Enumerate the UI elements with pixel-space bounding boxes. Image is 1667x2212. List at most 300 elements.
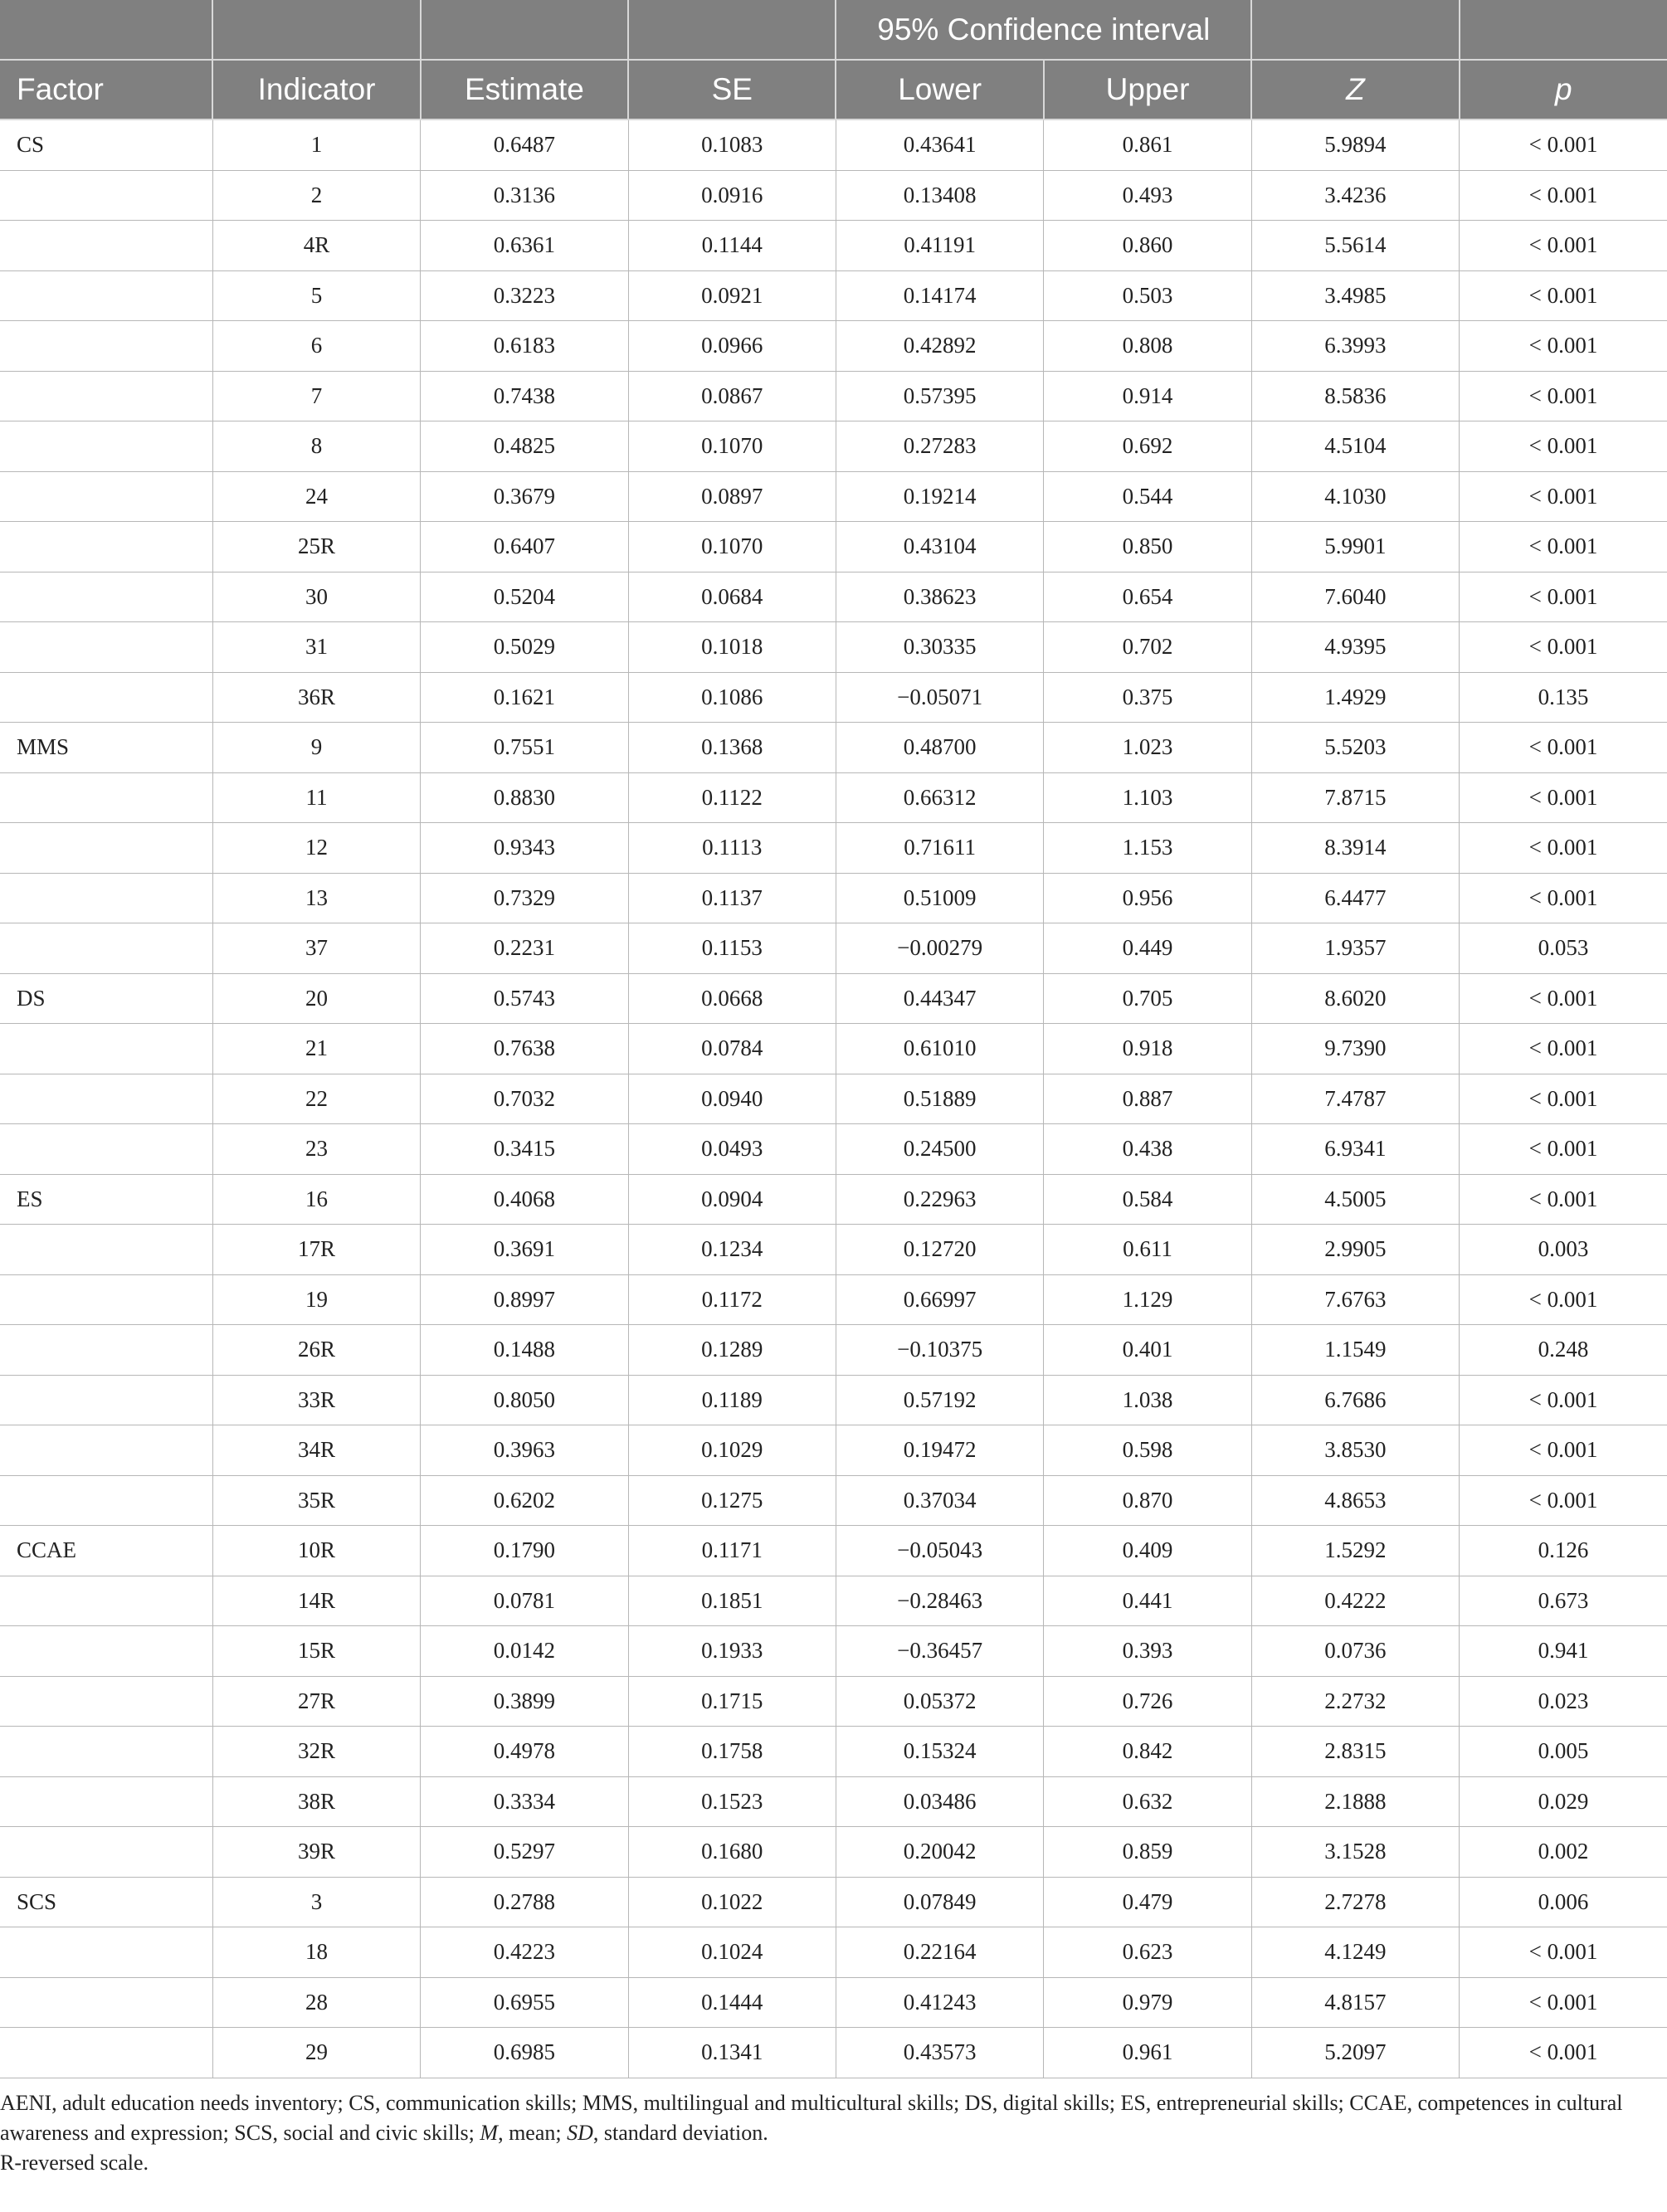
cell-z: 7.8715 xyxy=(1251,772,1459,823)
cell-indicator: 28 xyxy=(212,1977,420,2028)
abbreviation-segment: , standard deviation. xyxy=(592,2120,768,2145)
cell-lower: 0.15324 xyxy=(836,1727,1043,1777)
table-row xyxy=(0,1576,1667,1626)
cell-factor xyxy=(0,270,212,321)
table-row xyxy=(0,2028,1667,2078)
cell-p: < 0.001 xyxy=(1460,522,1667,572)
cell-lower: 0.22164 xyxy=(836,1927,1043,1978)
cell-se: 0.1070 xyxy=(628,421,836,472)
table-row xyxy=(0,622,1667,673)
cell-estimate: 0.1790 xyxy=(421,1526,628,1576)
cell-p: < 0.001 xyxy=(1460,572,1667,622)
table-row xyxy=(0,421,1667,472)
cell-factor xyxy=(0,1425,212,1476)
table-row xyxy=(0,1676,1667,1727)
cell-p: 0.135 xyxy=(1460,672,1667,723)
cell-p: < 0.001 xyxy=(1460,772,1667,823)
cell-estimate: 0.6361 xyxy=(421,221,628,271)
reversed-scale-note: R-reversed scale. xyxy=(0,2150,149,2175)
cell-z: 4.1249 xyxy=(1251,1927,1459,1978)
cell-z: 4.8653 xyxy=(1251,1475,1459,1526)
cell-factor xyxy=(0,572,212,622)
cell-upper: 0.449 xyxy=(1044,923,1251,974)
abbreviation-segment: SD xyxy=(567,2120,593,2145)
cell-upper: 0.632 xyxy=(1044,1776,1251,1827)
cell-p: 0.002 xyxy=(1460,1827,1667,1878)
cell-p: < 0.001 xyxy=(1460,723,1667,773)
header-p: p xyxy=(1460,60,1667,119)
cell-factor xyxy=(0,672,212,723)
cell-factor xyxy=(0,471,212,522)
cell-upper: 0.918 xyxy=(1044,1024,1251,1074)
cell-se: 0.0784 xyxy=(628,1024,836,1074)
cell-z: 2.2732 xyxy=(1251,1676,1459,1727)
header-se: SE xyxy=(628,60,836,119)
cell-estimate: 0.3223 xyxy=(421,270,628,321)
header-blank xyxy=(421,0,628,60)
header-upper: Upper xyxy=(1044,60,1251,119)
cell-indicator: 12 xyxy=(212,823,420,874)
cell-factor: DS xyxy=(0,973,212,1024)
cell-upper: 0.979 xyxy=(1044,1977,1251,2028)
cell-upper: 1.153 xyxy=(1044,823,1251,874)
cell-se: 0.1137 xyxy=(628,873,836,923)
cell-z: 4.9395 xyxy=(1251,622,1459,673)
cell-estimate: 0.3415 xyxy=(421,1124,628,1175)
cell-se: 0.0966 xyxy=(628,321,836,372)
cell-z: 1.5292 xyxy=(1251,1526,1459,1576)
cell-se: 0.1341 xyxy=(628,2028,836,2078)
cell-factor: CCAE xyxy=(0,1526,212,1576)
cell-factor xyxy=(0,1776,212,1827)
cell-p: < 0.001 xyxy=(1460,270,1667,321)
cell-p: < 0.001 xyxy=(1460,471,1667,522)
cell-estimate: 0.8050 xyxy=(421,1375,628,1425)
cell-se: 0.1368 xyxy=(628,723,836,773)
cell-upper: 0.611 xyxy=(1044,1225,1251,1275)
cell-factor xyxy=(0,1977,212,2028)
cell-lower: 0.05372 xyxy=(836,1676,1043,1727)
table-row xyxy=(0,1174,1667,1225)
cell-upper: 0.702 xyxy=(1044,622,1251,673)
cell-se: 0.1024 xyxy=(628,1927,836,1978)
table-row xyxy=(0,1927,1667,1978)
cell-indicator: 16 xyxy=(212,1174,420,1225)
cell-se: 0.1523 xyxy=(628,1776,836,1827)
cell-estimate: 0.3899 xyxy=(421,1676,628,1727)
cell-z: 5.9894 xyxy=(1251,119,1459,170)
cell-z: 5.2097 xyxy=(1251,2028,1459,2078)
table-row xyxy=(0,1024,1667,1074)
cell-estimate: 0.7638 xyxy=(421,1024,628,1074)
cell-factor xyxy=(0,873,212,923)
cell-indicator: 2 xyxy=(212,170,420,221)
table-row xyxy=(0,1425,1667,1476)
header-indicator: Indicator xyxy=(212,60,420,119)
cell-estimate: 0.1488 xyxy=(421,1325,628,1376)
cell-upper: 1.129 xyxy=(1044,1274,1251,1325)
cell-upper: 0.956 xyxy=(1044,873,1251,923)
cell-indicator: 26R xyxy=(212,1325,420,1376)
cell-indicator: 30 xyxy=(212,572,420,622)
cell-estimate: 0.2231 xyxy=(421,923,628,974)
cell-p: < 0.001 xyxy=(1460,2028,1667,2078)
cell-estimate: 0.7032 xyxy=(421,1074,628,1124)
cell-indicator: 38R xyxy=(212,1776,420,1827)
cell-factor xyxy=(0,421,212,472)
header-factor: Factor xyxy=(0,60,212,119)
cell-upper: 0.544 xyxy=(1044,471,1251,522)
cell-lower: 0.42892 xyxy=(836,321,1043,372)
cell-lower: 0.43641 xyxy=(836,119,1043,170)
cell-upper: 0.598 xyxy=(1044,1425,1251,1476)
cell-z: 7.6040 xyxy=(1251,572,1459,622)
cell-upper: 0.870 xyxy=(1044,1475,1251,1526)
cell-estimate: 0.5204 xyxy=(421,572,628,622)
cell-estimate: 0.3963 xyxy=(421,1425,628,1476)
cell-indicator: 25R xyxy=(212,522,420,572)
cell-z: 8.3914 xyxy=(1251,823,1459,874)
cell-z: 9.7390 xyxy=(1251,1024,1459,1074)
cell-z: 0.4222 xyxy=(1251,1576,1459,1626)
cell-se: 0.0904 xyxy=(628,1174,836,1225)
cell-p: 0.006 xyxy=(1460,1877,1667,1927)
cell-estimate: 0.3136 xyxy=(421,170,628,221)
table-row xyxy=(0,371,1667,421)
cell-se: 0.1083 xyxy=(628,119,836,170)
cell-upper: 0.441 xyxy=(1044,1576,1251,1626)
cell-se: 0.1289 xyxy=(628,1325,836,1376)
abbreviation-segment: AENI, adult education needs inventory; CS, communication skills; MMS, multilingual and multicultural skills; DS, digital skills; ES, entrepreneurial skills; CCAE, competences in cultural awareness and expression; SCS, social and civic skills; xyxy=(0,2090,1623,2145)
cell-se: 0.1113 xyxy=(628,823,836,874)
cell-factor xyxy=(0,1626,212,1677)
cell-p: < 0.001 xyxy=(1460,1124,1667,1175)
header-lower: Lower xyxy=(836,60,1043,119)
cell-estimate: 0.9343 xyxy=(421,823,628,874)
cell-upper: 0.503 xyxy=(1044,270,1251,321)
cell-se: 0.1172 xyxy=(628,1274,836,1325)
table-row xyxy=(0,1375,1667,1425)
cell-se: 0.1189 xyxy=(628,1375,836,1425)
table-row xyxy=(0,873,1667,923)
cell-lower: −0.05043 xyxy=(836,1526,1043,1576)
table-row xyxy=(0,170,1667,221)
cell-upper: 0.914 xyxy=(1044,371,1251,421)
cell-estimate: 0.3334 xyxy=(421,1776,628,1827)
header-estimate: Estimate xyxy=(421,60,628,119)
cell-estimate: 0.7329 xyxy=(421,873,628,923)
cell-upper: 0.692 xyxy=(1044,421,1251,472)
cell-se: 0.0493 xyxy=(628,1124,836,1175)
cell-p: < 0.001 xyxy=(1460,1274,1667,1325)
cell-lower: 0.13408 xyxy=(836,170,1043,221)
cell-se: 0.1022 xyxy=(628,1877,836,1927)
cell-factor xyxy=(0,221,212,271)
table-row xyxy=(0,1626,1667,1677)
cell-estimate: 0.6487 xyxy=(421,119,628,170)
cell-estimate: 0.5743 xyxy=(421,973,628,1024)
cell-factor xyxy=(0,1124,212,1175)
cell-lower: 0.20042 xyxy=(836,1827,1043,1878)
cell-lower: 0.71611 xyxy=(836,823,1043,874)
table-row xyxy=(0,270,1667,321)
header-z: Z xyxy=(1251,60,1459,119)
cell-se: 0.1275 xyxy=(628,1475,836,1526)
cell-factor xyxy=(0,622,212,673)
cell-upper: 0.393 xyxy=(1044,1626,1251,1677)
table-row xyxy=(0,572,1667,622)
cell-lower: 0.22963 xyxy=(836,1174,1043,1225)
header-columns-row xyxy=(0,60,1667,119)
cell-indicator: 14R xyxy=(212,1576,420,1626)
cell-p: < 0.001 xyxy=(1460,321,1667,372)
cell-upper: 0.850 xyxy=(1044,522,1251,572)
cell-p: < 0.001 xyxy=(1460,371,1667,421)
table-row xyxy=(0,772,1667,823)
cell-factor xyxy=(0,1225,212,1275)
cell-estimate: 0.6407 xyxy=(421,522,628,572)
cell-z: 5.5614 xyxy=(1251,221,1459,271)
cell-indicator: 5 xyxy=(212,270,420,321)
cell-factor xyxy=(0,1475,212,1526)
cell-z: 8.6020 xyxy=(1251,973,1459,1024)
cell-estimate: 0.7438 xyxy=(421,371,628,421)
cell-indicator: 9 xyxy=(212,723,420,773)
header-blank xyxy=(212,0,420,60)
table-row xyxy=(0,221,1667,271)
cell-z: 6.3993 xyxy=(1251,321,1459,372)
cell-p: 0.248 xyxy=(1460,1325,1667,1376)
cell-indicator: 37 xyxy=(212,923,420,974)
cell-indicator: 27R xyxy=(212,1676,420,1727)
cell-factor: CS xyxy=(0,119,212,170)
cell-factor xyxy=(0,321,212,372)
cell-p: < 0.001 xyxy=(1460,873,1667,923)
cell-z: 5.5203 xyxy=(1251,723,1459,773)
table-row xyxy=(0,1475,1667,1526)
cell-upper: 1.038 xyxy=(1044,1375,1251,1425)
cell-estimate: 0.4825 xyxy=(421,421,628,472)
cell-indicator: 31 xyxy=(212,622,420,673)
cell-factor xyxy=(0,170,212,221)
cell-lower: 0.61010 xyxy=(836,1024,1043,1074)
cell-se: 0.1122 xyxy=(628,772,836,823)
cell-se: 0.0916 xyxy=(628,170,836,221)
table-row xyxy=(0,1325,1667,1376)
cell-indicator: 23 xyxy=(212,1124,420,1175)
cell-z: 1.9357 xyxy=(1251,923,1459,974)
cell-indicator: 18 xyxy=(212,1927,420,1978)
cell-upper: 0.961 xyxy=(1044,2028,1251,2078)
cell-upper: 0.479 xyxy=(1044,1877,1251,1927)
cell-lower: 0.48700 xyxy=(836,723,1043,773)
cell-factor xyxy=(0,1325,212,1376)
cell-p: < 0.001 xyxy=(1460,622,1667,673)
cell-estimate: 0.8997 xyxy=(421,1274,628,1325)
cell-indicator: 19 xyxy=(212,1274,420,1325)
cell-lower: 0.57395 xyxy=(836,371,1043,421)
cell-indicator: 22 xyxy=(212,1074,420,1124)
cell-lower: 0.19472 xyxy=(836,1425,1043,1476)
cell-lower: 0.66312 xyxy=(836,772,1043,823)
cell-p: < 0.001 xyxy=(1460,973,1667,1024)
cell-upper: 0.860 xyxy=(1044,221,1251,271)
cell-indicator: 36R xyxy=(212,672,420,723)
cell-factor xyxy=(0,1676,212,1727)
cell-p: 0.003 xyxy=(1460,1225,1667,1275)
cell-se: 0.1758 xyxy=(628,1727,836,1777)
abbreviation-segment: M xyxy=(480,2120,499,2145)
cell-z: 4.1030 xyxy=(1251,471,1459,522)
table-row xyxy=(0,471,1667,522)
cell-p: < 0.001 xyxy=(1460,1977,1667,2028)
cell-lower: 0.24500 xyxy=(836,1124,1043,1175)
cell-upper: 0.861 xyxy=(1044,119,1251,170)
cell-z: 7.6763 xyxy=(1251,1274,1459,1325)
cell-se: 0.1171 xyxy=(628,1526,836,1576)
cell-indicator: 15R xyxy=(212,1626,420,1677)
cell-se: 0.1070 xyxy=(628,522,836,572)
cell-z: 2.1888 xyxy=(1251,1776,1459,1827)
cell-lower: −0.28463 xyxy=(836,1576,1043,1626)
cell-se: 0.1018 xyxy=(628,622,836,673)
cell-upper: 0.493 xyxy=(1044,170,1251,221)
cell-z: 3.4985 xyxy=(1251,270,1459,321)
cell-upper: 0.409 xyxy=(1044,1526,1251,1576)
cell-upper: 0.842 xyxy=(1044,1727,1251,1777)
cell-indicator: 34R xyxy=(212,1425,420,1476)
table-row xyxy=(0,723,1667,773)
cell-factor xyxy=(0,823,212,874)
cell-lower: 0.51889 xyxy=(836,1074,1043,1124)
header-blank xyxy=(1251,0,1459,60)
cell-upper: 1.023 xyxy=(1044,723,1251,773)
table-row xyxy=(0,1776,1667,1827)
cell-indicator: 39R xyxy=(212,1827,420,1878)
cell-p: < 0.001 xyxy=(1460,1927,1667,1978)
cell-estimate: 0.0781 xyxy=(421,1576,628,1626)
cell-lower: 0.43573 xyxy=(836,2028,1043,2078)
cell-factor xyxy=(0,1024,212,1074)
cell-indicator: 3 xyxy=(212,1877,420,1927)
cell-se: 0.1086 xyxy=(628,672,836,723)
cell-indicator: 35R xyxy=(212,1475,420,1526)
cell-factor xyxy=(0,371,212,421)
cell-lower: 0.12720 xyxy=(836,1225,1043,1275)
cell-estimate: 0.7551 xyxy=(421,723,628,773)
cell-factor xyxy=(0,923,212,974)
table-row xyxy=(0,1124,1667,1175)
cell-p: < 0.001 xyxy=(1460,1375,1667,1425)
cell-lower: 0.43104 xyxy=(836,522,1043,572)
table-row xyxy=(0,823,1667,874)
cell-upper: 0.375 xyxy=(1044,672,1251,723)
cell-se: 0.1144 xyxy=(628,221,836,271)
cell-estimate: 0.6985 xyxy=(421,2028,628,2078)
cell-estimate: 0.4223 xyxy=(421,1927,628,1978)
cell-lower: 0.51009 xyxy=(836,873,1043,923)
cell-z: 8.5836 xyxy=(1251,371,1459,421)
cell-upper: 0.438 xyxy=(1044,1124,1251,1175)
cell-upper: 0.401 xyxy=(1044,1325,1251,1376)
cell-p: < 0.001 xyxy=(1460,221,1667,271)
cell-factor xyxy=(0,1274,212,1325)
cell-z: 1.1549 xyxy=(1251,1325,1459,1376)
table-footnotes xyxy=(0,2078,1660,2178)
cell-factor xyxy=(0,1827,212,1878)
cell-upper: 1.103 xyxy=(1044,772,1251,823)
cell-lower: 0.37034 xyxy=(836,1475,1043,1526)
cell-factor xyxy=(0,772,212,823)
cell-indicator: 6 xyxy=(212,321,420,372)
cell-upper: 0.623 xyxy=(1044,1927,1251,1978)
cell-se: 0.1715 xyxy=(628,1676,836,1727)
cell-lower: 0.19214 xyxy=(836,471,1043,522)
cell-se: 0.0867 xyxy=(628,371,836,421)
cell-estimate: 0.0142 xyxy=(421,1626,628,1677)
cell-estimate: 0.3691 xyxy=(421,1225,628,1275)
table-row xyxy=(0,321,1667,372)
cell-upper: 0.859 xyxy=(1044,1827,1251,1878)
cell-p: < 0.001 xyxy=(1460,1024,1667,1074)
cell-p: < 0.001 xyxy=(1460,119,1667,170)
cell-se: 0.0921 xyxy=(628,270,836,321)
cell-lower: −0.00279 xyxy=(836,923,1043,974)
cell-lower: 0.30335 xyxy=(836,622,1043,673)
table-row xyxy=(0,1526,1667,1576)
table-row xyxy=(0,1274,1667,1325)
cell-factor: ES xyxy=(0,1174,212,1225)
cell-factor: MMS xyxy=(0,723,212,773)
cell-p: 0.053 xyxy=(1460,923,1667,974)
cell-indicator: 10R xyxy=(212,1526,420,1576)
cell-p: 0.029 xyxy=(1460,1776,1667,1827)
cell-estimate: 0.5297 xyxy=(421,1827,628,1878)
cell-indicator: 24 xyxy=(212,471,420,522)
table-row xyxy=(0,1727,1667,1777)
cell-p: 0.005 xyxy=(1460,1727,1667,1777)
cell-factor xyxy=(0,2028,212,2078)
table-header xyxy=(0,0,1667,119)
cell-z: 4.5104 xyxy=(1251,421,1459,472)
abbreviations-note xyxy=(0,2088,1660,2148)
cell-z: 0.0736 xyxy=(1251,1626,1459,1677)
cell-z: 4.8157 xyxy=(1251,1977,1459,2028)
table-row xyxy=(0,522,1667,572)
cell-upper: 0.808 xyxy=(1044,321,1251,372)
header-blank xyxy=(1460,0,1667,60)
cell-indicator: 13 xyxy=(212,873,420,923)
cell-z: 7.4787 xyxy=(1251,1074,1459,1124)
cell-lower: 0.07849 xyxy=(836,1877,1043,1927)
cell-lower: 0.57192 xyxy=(836,1375,1043,1425)
cell-p: 0.673 xyxy=(1460,1576,1667,1626)
cell-z: 3.1528 xyxy=(1251,1827,1459,1878)
cell-estimate: 0.5029 xyxy=(421,622,628,673)
cell-se: 0.1851 xyxy=(628,1576,836,1626)
cell-se: 0.1444 xyxy=(628,1977,836,2028)
cell-se: 0.1029 xyxy=(628,1425,836,1476)
cell-indicator: 29 xyxy=(212,2028,420,2078)
cell-z: 2.7278 xyxy=(1251,1877,1459,1927)
cell-factor xyxy=(0,1375,212,1425)
cell-indicator: 21 xyxy=(212,1024,420,1074)
cell-factor xyxy=(0,522,212,572)
table-row xyxy=(0,973,1667,1024)
cell-lower: 0.38623 xyxy=(836,572,1043,622)
cell-z: 5.9901 xyxy=(1251,522,1459,572)
cell-upper: 0.584 xyxy=(1044,1174,1251,1225)
